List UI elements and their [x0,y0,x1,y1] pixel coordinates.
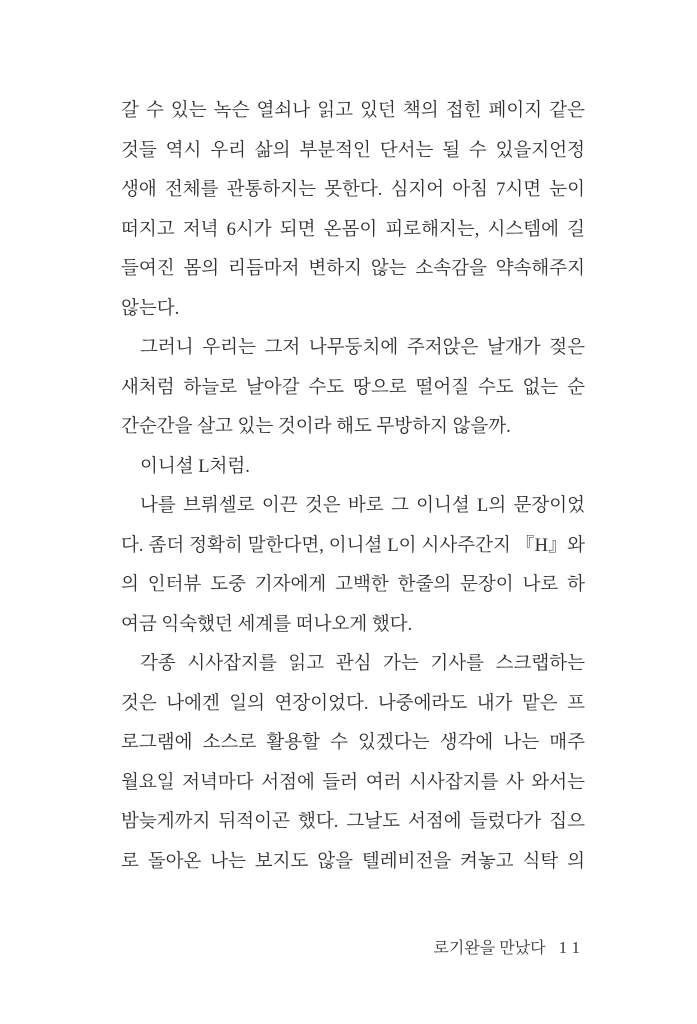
text-line: 들여진 몸의 리듬마저 변하지 않는 소속감을 약속해주지 [121,259,585,279]
text-line: 나를 브뤼셀로 이끈 것은 바로 그 이니셜 L의 문장이었 [140,496,585,516]
text-line: 밤늦게까지 뒤적이곤 했다. 그날도 서점에 들렀다가 집으 [121,812,585,832]
text-line: 각종 시사잡지를 읽고 관심 가는 기사를 스크랩하는 [140,654,585,674]
text-line: 것들 역시 우리 삶의 부분적인 단서는 될 수 있을지언정 [121,140,585,161]
text-line: 갈 수 있는 녹슨 열쇠나 읽고 있던 책의 접힌 페이지 같은 [121,101,585,121]
text-line: 의 인터뷰 도중 기자에게 고백한 한줄의 문장이 나로 하 [121,575,585,595]
text-line: 새처럼 하늘로 날아갈 수도 땅으로 떨어질 수도 없는 순 [121,377,585,398]
text-line: 그러니 우리는 그저 나무둥치에 주저앉은 날개가 젖은 [140,338,585,358]
text-line: 않는다. [121,298,180,319]
text-line: 것은 나에겐 일의 연장이었다. 나중에라도 내가 맡은 프 [121,693,585,714]
text-line: 로 돌아온 나는 보지도 않을 텔레비전을 켜놓고 식탁 의 [121,851,585,872]
running-title: 로기완을 만났다 [433,940,546,957]
text-line: 이니셜 L처럼. [140,456,250,477]
text-line: 월요일 저녁마다 서점에 들러 여러 시사잡지를 사 와서는 [121,772,585,793]
text-line: 여금 익숙했던 세계를 떠나오게 했다. [121,614,413,635]
page-number: 11 [558,938,585,957]
text-line: 생애 전체를 관통하지는 못한다. 심지어 아침 7시면 눈이 [121,180,585,200]
text-line: 간순간을 살고 있는 것이라 해도 무방하지 않을까. [121,417,511,437]
text-line: 다. 좀더 정확히 말한다면, 이니셜 L이 시사주간지 『H』와 [121,535,585,556]
text-line: 떠지고 저녁 6시가 되면 온몸이 피로해지는, 시스템에 길 [121,219,585,240]
text-line: 로그램에 소스로 활용할 수 있겠다는 생각에 나는 매주 [121,733,585,753]
page-footer [121,936,585,961]
body-text [121,92,585,882]
